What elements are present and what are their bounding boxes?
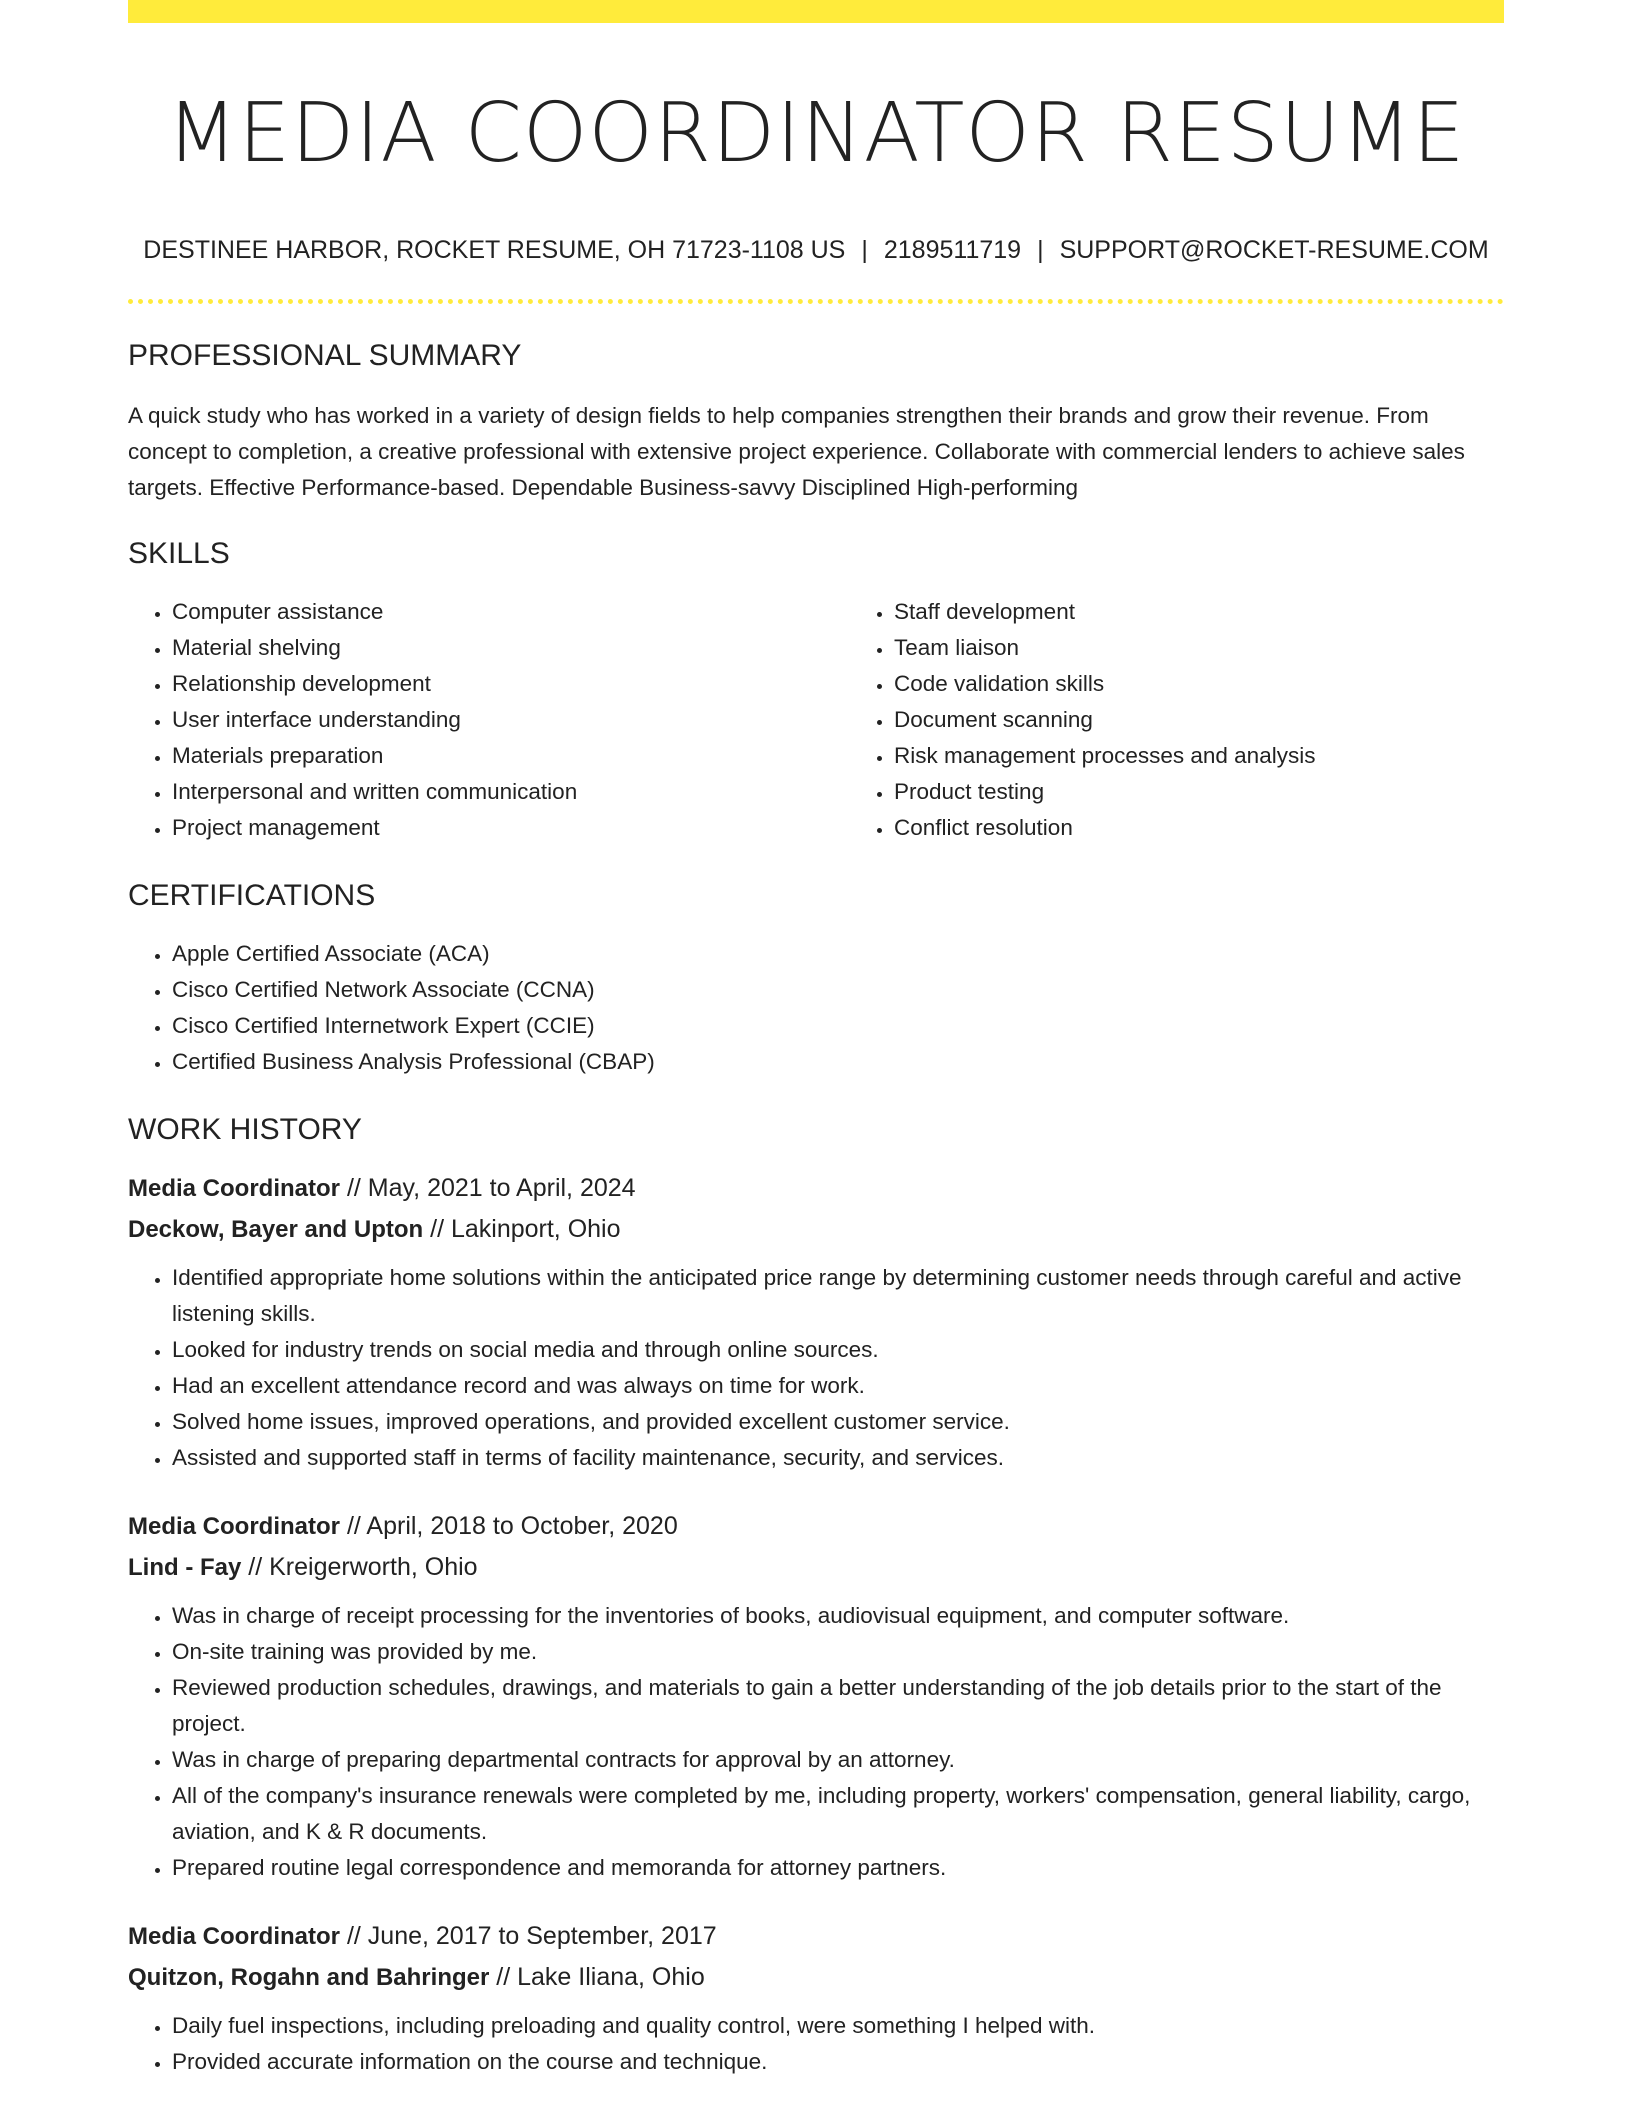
job-company: Deckow, Bayer and Upton — [128, 1216, 424, 1243]
job-title-line — [128, 1916, 1504, 1957]
job-entry — [128, 1168, 1504, 1476]
certification-item: • Cisco Certified Network Associate (CCNA) — [172, 972, 1504, 1008]
certifications-heading: CERTIFICATIONS — [128, 879, 376, 912]
job-duty: • On-site training was provided by me. — [172, 1634, 1504, 1670]
job-role: Media Coordinator — [128, 1923, 341, 1950]
skill-item: • Staff development — [894, 594, 1572, 630]
job-duty: • Identified appropriate home solutions within the anticipated price range by determining customer needs through careful and active listening skills. — [172, 1260, 1504, 1332]
skill-item: • Product testing — [894, 774, 1572, 810]
contact-address: DESTINEE HARBOR, ROCKET RESUME, OH 71723-1108 US — [143, 236, 846, 264]
job-duty: • Assisted and supported staff in terms of facility maintenance, security, and services. — [172, 1440, 1504, 1476]
resume-page — [128, 0, 1504, 2080]
job-duties-list — [128, 1260, 1504, 1476]
skill-item: • Risk management processes and analysis — [894, 738, 1572, 774]
skills-list-right — [850, 594, 1572, 846]
summary-heading: PROFESSIONAL SUMMARY — [128, 339, 522, 372]
job-duty: • Looked for industry trends on social media and through online sources. — [172, 1332, 1504, 1368]
skill-item: • Conflict resolution — [894, 810, 1572, 846]
job-duty: • Was in charge of preparing departmental contracts for approval by an attorney. — [172, 1742, 1504, 1778]
job-entry — [128, 1506, 1504, 1886]
skill-item: • Document scanning — [894, 702, 1572, 738]
certification-item: • Cisco Certified Internetwork Expert (CCIE) — [172, 1008, 1504, 1044]
contact-separator: | — [861, 236, 868, 264]
summary-text: A quick study who has worked in a variety of design fields to help companies strengthen their brands and grow their revenue. From concept to completion, a creative professional with extensive project experience. Collaborate with commercial lenders to achieve sales targets. Effective Performance-based. Dependable Business-savvy Disciplined High-performing — [128, 403, 1465, 500]
contact-separator: | — [1037, 236, 1044, 264]
job-dates: // May, 2021 to April, 2024 — [340, 1174, 636, 1202]
job-duty: • Solved home issues, improved operations, and provided excellent customer service. — [172, 1404, 1504, 1440]
job-role: Media Coordinator — [128, 1175, 341, 1202]
skills-list-left — [128, 594, 850, 846]
job-company-line — [128, 1547, 1504, 1588]
job-entry — [128, 1916, 1504, 2080]
certification-item: • Apple Certified Associate (ACA) — [172, 936, 1504, 972]
job-dates: // April, 2018 to October, 2020 — [340, 1512, 678, 1540]
job-title-line — [128, 1506, 1504, 1547]
contact-line — [128, 234, 1504, 266]
resume-title: MEDIA COORDINATOR RESUME — [166, 86, 1466, 181]
skill-item: • Material shelving — [172, 630, 850, 666]
job-company: Quitzon, Rogahn and Bahringer — [128, 1964, 490, 1991]
dotted-divider — [128, 299, 1504, 304]
skill-item: • Relationship development — [172, 666, 850, 702]
skill-item: • User interface understanding — [172, 702, 850, 738]
job-duty: • Had an excellent attendance record and was always on time for work. — [172, 1368, 1504, 1404]
skill-item: • Project management — [172, 810, 850, 846]
certifications-list — [128, 936, 1504, 1080]
skill-item: • Interpersonal and written communication — [172, 774, 850, 810]
job-duties-list — [128, 2008, 1504, 2080]
job-company-line — [128, 1957, 1504, 1998]
skills-columns — [128, 594, 1504, 846]
job-role: Media Coordinator — [128, 1513, 341, 1540]
job-title-line — [128, 1168, 1504, 1209]
skill-item: • Team liaison — [894, 630, 1572, 666]
job-location: // Kreigerworth, Ohio — [241, 1553, 478, 1581]
job-duty: • All of the company's insurance renewals were completed by me, including property, workers' compensation, general liability, cargo, aviation, and K & R documents. — [172, 1778, 1504, 1850]
certification-item: • Certified Business Analysis Professional (CBAP) — [172, 1044, 1504, 1080]
top-accent-bar — [128, 0, 1504, 23]
job-location: // Lake Iliana, Ohio — [489, 1963, 705, 1991]
job-duties-list — [128, 1598, 1504, 1886]
job-duty: • Was in charge of receipt processing for the inventories of books, audiovisual equipment, and computer software. — [172, 1598, 1504, 1634]
contact-phone: 2189511719 — [883, 236, 1022, 264]
job-duty: • Reviewed production schedules, drawings, and materials to gain a better understanding of the job details prior to the start of the project. — [172, 1670, 1504, 1742]
skill-item: • Computer assistance — [172, 594, 850, 630]
skill-item: • Materials preparation — [172, 738, 850, 774]
job-location: // Lakinport, Ohio — [423, 1215, 621, 1243]
contact-email: SUPPORT@ROCKET-RESUME.COM — [1059, 236, 1489, 264]
job-company-line — [128, 1209, 1504, 1250]
job-company: Lind - Fay — [128, 1554, 242, 1581]
skills-heading: SKILLS — [128, 537, 230, 570]
work-history-heading: WORK HISTORY — [128, 1113, 362, 1146]
job-duty: • Daily fuel inspections, including preloading and quality control, were something I helped with. — [172, 2008, 1504, 2044]
job-duty: • Prepared routine legal correspondence and memoranda for attorney partners. — [172, 1850, 1504, 1886]
job-duty: • Provided accurate information on the course and technique. — [172, 2044, 1504, 2080]
job-dates: // June, 2017 to September, 2017 — [340, 1922, 717, 1950]
skill-item: • Code validation skills — [894, 666, 1572, 702]
